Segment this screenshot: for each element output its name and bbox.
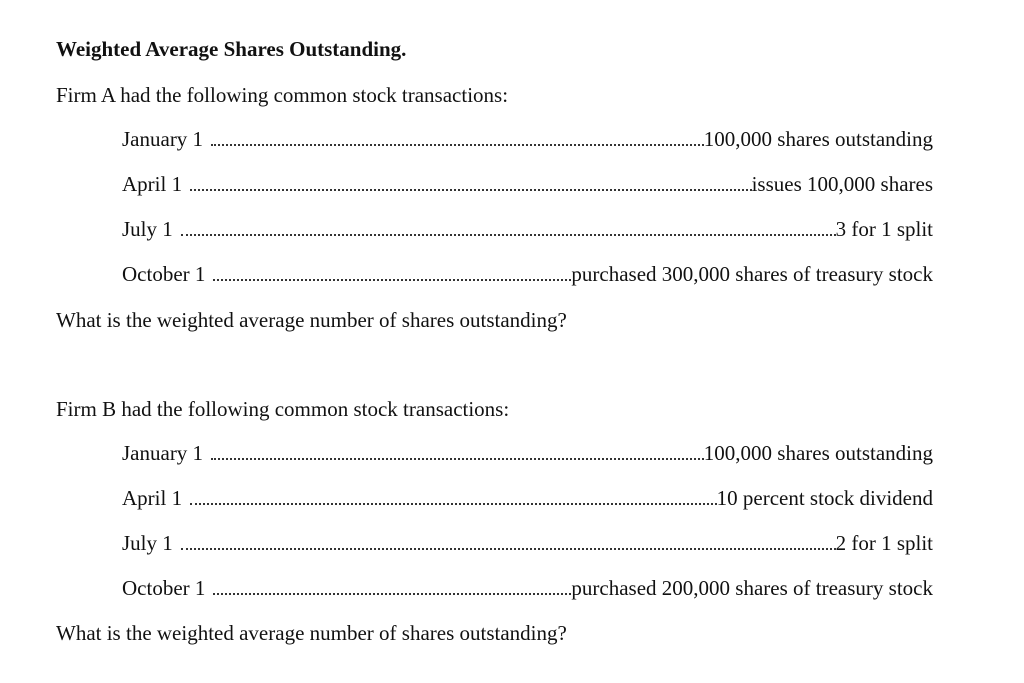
dot-leader — [181, 542, 836, 550]
firm-a-transaction-row — [122, 126, 933, 152]
transaction-event: purchased 300,000 shares of treasury stock — [571, 262, 933, 286]
firm-b-intro: Firm B had the following common stock transactions: — [56, 397, 510, 421]
firm-a-transaction-row — [122, 216, 933, 242]
transaction-event: 2 for 1 split — [835, 531, 933, 555]
dot-leader — [213, 587, 571, 595]
transaction-date: October 1 — [122, 576, 206, 600]
transaction-date: July 1 — [122, 217, 173, 241]
firm-a-transaction-row — [122, 261, 933, 287]
dot-leader — [211, 138, 704, 146]
transaction-event: 100,000 shares outstanding — [703, 127, 933, 151]
firm-a-question: What is the weighted average number of shares outstanding? — [56, 308, 567, 332]
transaction-event: purchased 200,000 shares of treasury stock — [571, 576, 933, 600]
dot-leader — [190, 183, 752, 191]
transaction-event: issues 100,000 shares — [751, 172, 933, 196]
transaction-event: 3 for 1 split — [835, 217, 933, 241]
dot-leader — [213, 273, 571, 281]
firm-b-transaction-row — [122, 485, 933, 511]
firm-b-question: What is the weighted average number of shares outstanding? — [56, 621, 567, 645]
firm-b-transaction-row — [122, 530, 933, 556]
firm-b-transaction-row — [122, 575, 933, 601]
dot-leader — [211, 452, 704, 460]
firm-b-transaction-row — [122, 440, 933, 466]
transaction-date: October 1 — [122, 262, 206, 286]
transaction-date: January 1 — [122, 127, 204, 151]
transaction-date: July 1 — [122, 531, 173, 555]
dot-leader — [190, 497, 717, 505]
firm-a-intro: Firm A had the following common stock transactions: — [56, 83, 509, 107]
transaction-date: January 1 — [122, 441, 204, 465]
firm-a-transaction-row — [122, 171, 933, 197]
transaction-date: April 1 — [122, 486, 183, 510]
page-title: Weighted Average Shares Outstanding. — [56, 37, 407, 61]
transaction-event: 10 percent stock dividend — [716, 486, 933, 510]
transaction-date: April 1 — [122, 172, 183, 196]
transaction-event: 100,000 shares outstanding — [703, 441, 933, 465]
dot-leader — [181, 228, 836, 236]
